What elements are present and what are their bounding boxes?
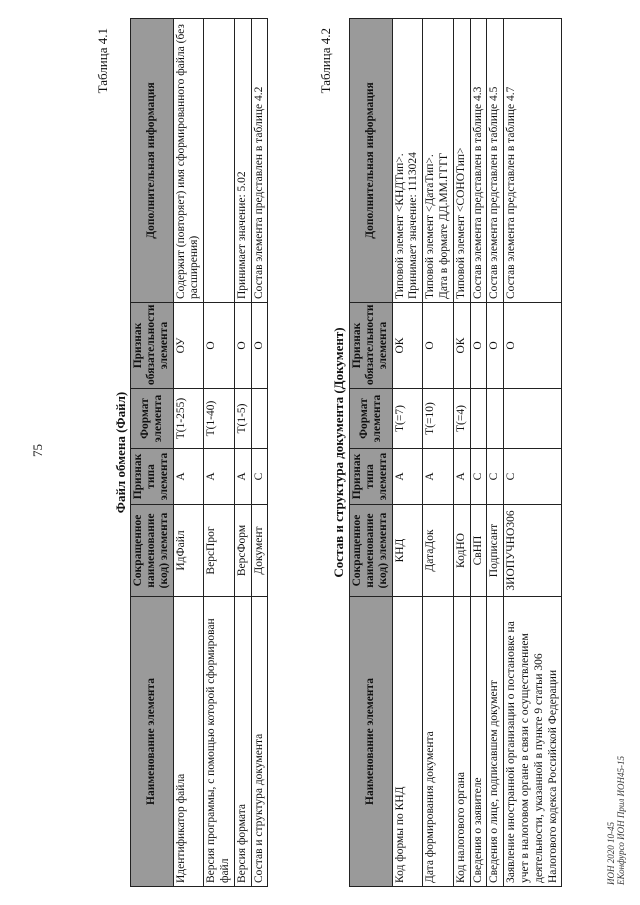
cell-type: С bbox=[504, 449, 562, 505]
cell-code: ВерсФорм bbox=[234, 505, 251, 597]
cell-code: ИдФайл bbox=[173, 505, 204, 597]
cell-required: ОК bbox=[392, 303, 423, 389]
cell-info: Состав элемента представлен в таблице 4.2 bbox=[251, 19, 268, 303]
cell-required: О bbox=[234, 303, 251, 389]
table-row bbox=[251, 19, 268, 887]
cell-format bbox=[251, 389, 268, 449]
table-row bbox=[234, 19, 251, 887]
column-header: Сокращенное наименование (код) элемента bbox=[131, 505, 174, 597]
cell-element-name: Сведения о лице, подписавшем документ bbox=[487, 597, 504, 887]
cell-code: ЗИОПУЧНО306 bbox=[504, 505, 562, 597]
cell-required: О bbox=[204, 303, 235, 389]
cell-type: С bbox=[251, 449, 268, 505]
cell-element-name: Дата формирования документа bbox=[423, 597, 454, 887]
cell-code: ДатаДок bbox=[423, 505, 454, 597]
cell-format bbox=[504, 389, 562, 449]
table-file-exchange bbox=[130, 18, 268, 887]
cell-type: С bbox=[487, 449, 504, 505]
column-header: Сокращенное наименование (код) элемента bbox=[350, 505, 393, 597]
table-row bbox=[204, 19, 235, 887]
cell-code: ВерсПрог bbox=[204, 505, 235, 597]
cell-info: Состав элемента представлен в таблице 4.3 bbox=[470, 19, 487, 303]
column-header: Признак обязательности элемента bbox=[350, 303, 393, 389]
cell-required: О bbox=[470, 303, 487, 389]
column-header: Дополнительная информация bbox=[131, 19, 174, 303]
cell-info: Типовой элемент <КНДТип>. Принимает значение: 1113024 bbox=[392, 19, 423, 303]
cell-type: А bbox=[173, 449, 204, 505]
cell-code: Документ bbox=[251, 505, 268, 597]
table-row bbox=[470, 19, 487, 887]
cell-format: T(=4) bbox=[453, 389, 470, 449]
column-header: Наименование элемента bbox=[131, 597, 174, 887]
column-header: Признак обязательности элемента bbox=[131, 303, 174, 389]
cell-required: О bbox=[423, 303, 454, 389]
table2-number: Таблица 4.2 bbox=[318, 28, 333, 94]
cell-format: T(=10) bbox=[423, 389, 454, 449]
cell-info: Состав элемента представлен в таблице 4.5 bbox=[487, 19, 504, 303]
table-header-row bbox=[131, 19, 174, 887]
cell-required: О bbox=[504, 303, 562, 389]
table-row bbox=[173, 19, 204, 887]
cell-element-name: Код формы по КНД bbox=[392, 597, 423, 887]
table1-caption: Файл обмена (Файл) bbox=[113, 391, 128, 514]
cell-format: T(1-5) bbox=[234, 389, 251, 449]
table-row bbox=[453, 19, 470, 887]
page-number: 75 bbox=[30, 444, 45, 457]
table1-number: Таблица 4.1 bbox=[95, 28, 110, 94]
cell-required: О bbox=[487, 303, 504, 389]
table-row bbox=[392, 19, 423, 887]
cell-info: Принимает значение: 5.02 bbox=[234, 19, 251, 303]
cell-element-name: Код налогового органа bbox=[453, 597, 470, 887]
cell-type: А bbox=[423, 449, 454, 505]
cell-type: А bbox=[453, 449, 470, 505]
cell-format: T(1-40) bbox=[204, 389, 235, 449]
cell-type: А bbox=[204, 449, 235, 505]
cell-info: Типовой элемент <ДатаТип>. Дата в формате ДД.ММ.ГГГГ bbox=[423, 19, 454, 303]
cell-code: Подписант bbox=[487, 505, 504, 597]
table-document-structure bbox=[349, 18, 562, 887]
table-header-row bbox=[350, 19, 393, 887]
table-row bbox=[504, 19, 562, 887]
table-row bbox=[423, 19, 454, 887]
table2-caption: Состав и структура документа (Документ) bbox=[331, 327, 346, 578]
cell-element-name: Версия программы, с помощью которой сформирован файл bbox=[204, 597, 235, 887]
cell-info bbox=[204, 19, 235, 303]
column-header: Дополнительная информация bbox=[350, 19, 393, 303]
table-row bbox=[487, 19, 504, 887]
cell-type: А bbox=[234, 449, 251, 505]
cell-code: КодНО bbox=[453, 505, 470, 597]
cell-format: T(=7) bbox=[392, 389, 423, 449]
cell-element-name: Идентификатор файла bbox=[173, 597, 204, 887]
column-header: Наименование элемента bbox=[350, 597, 393, 887]
cell-format: T(1-255) bbox=[173, 389, 204, 449]
cell-type: А bbox=[392, 449, 423, 505]
cell-format bbox=[487, 389, 504, 449]
cell-code: СвНП bbox=[470, 505, 487, 597]
cell-format bbox=[470, 389, 487, 449]
cell-code: КНД bbox=[392, 505, 423, 597]
column-header: Признак типа элемента bbox=[350, 449, 393, 505]
column-header: Формат элемента bbox=[350, 389, 393, 449]
cell-required: ОК bbox=[453, 303, 470, 389]
cell-element-name: Состав и структура документа bbox=[251, 597, 268, 887]
cell-element-name: Сведения о заявителе bbox=[470, 597, 487, 887]
cell-element-name: Версия формата bbox=[234, 597, 251, 887]
cell-info: Состав элемента представлен в таблице 4.7 bbox=[504, 19, 562, 303]
column-header: Формат элемента bbox=[131, 389, 174, 449]
cell-required: О bbox=[251, 303, 268, 389]
cell-info: Содержит (повторяет) имя сформированного файла (без расширения) bbox=[173, 19, 204, 303]
column-header: Признак типа элемента bbox=[131, 449, 174, 505]
cell-type: С bbox=[470, 449, 487, 505]
cell-info: Типовой элемент <СОНОТип> bbox=[453, 19, 470, 303]
cell-element-name: Заявление иностранной организации о постановке на учет в налоговом органе в связи с осуществлением деятельности, указанной в пункте 9 статьи 306 Налогового кодекса Российской Федерации bbox=[504, 597, 562, 887]
footer-note: ИОН 2020 10-45 ЕКонфурсо ИОН Прил ИОН45-15 bbox=[606, 755, 627, 885]
cell-required: ОУ bbox=[173, 303, 204, 389]
